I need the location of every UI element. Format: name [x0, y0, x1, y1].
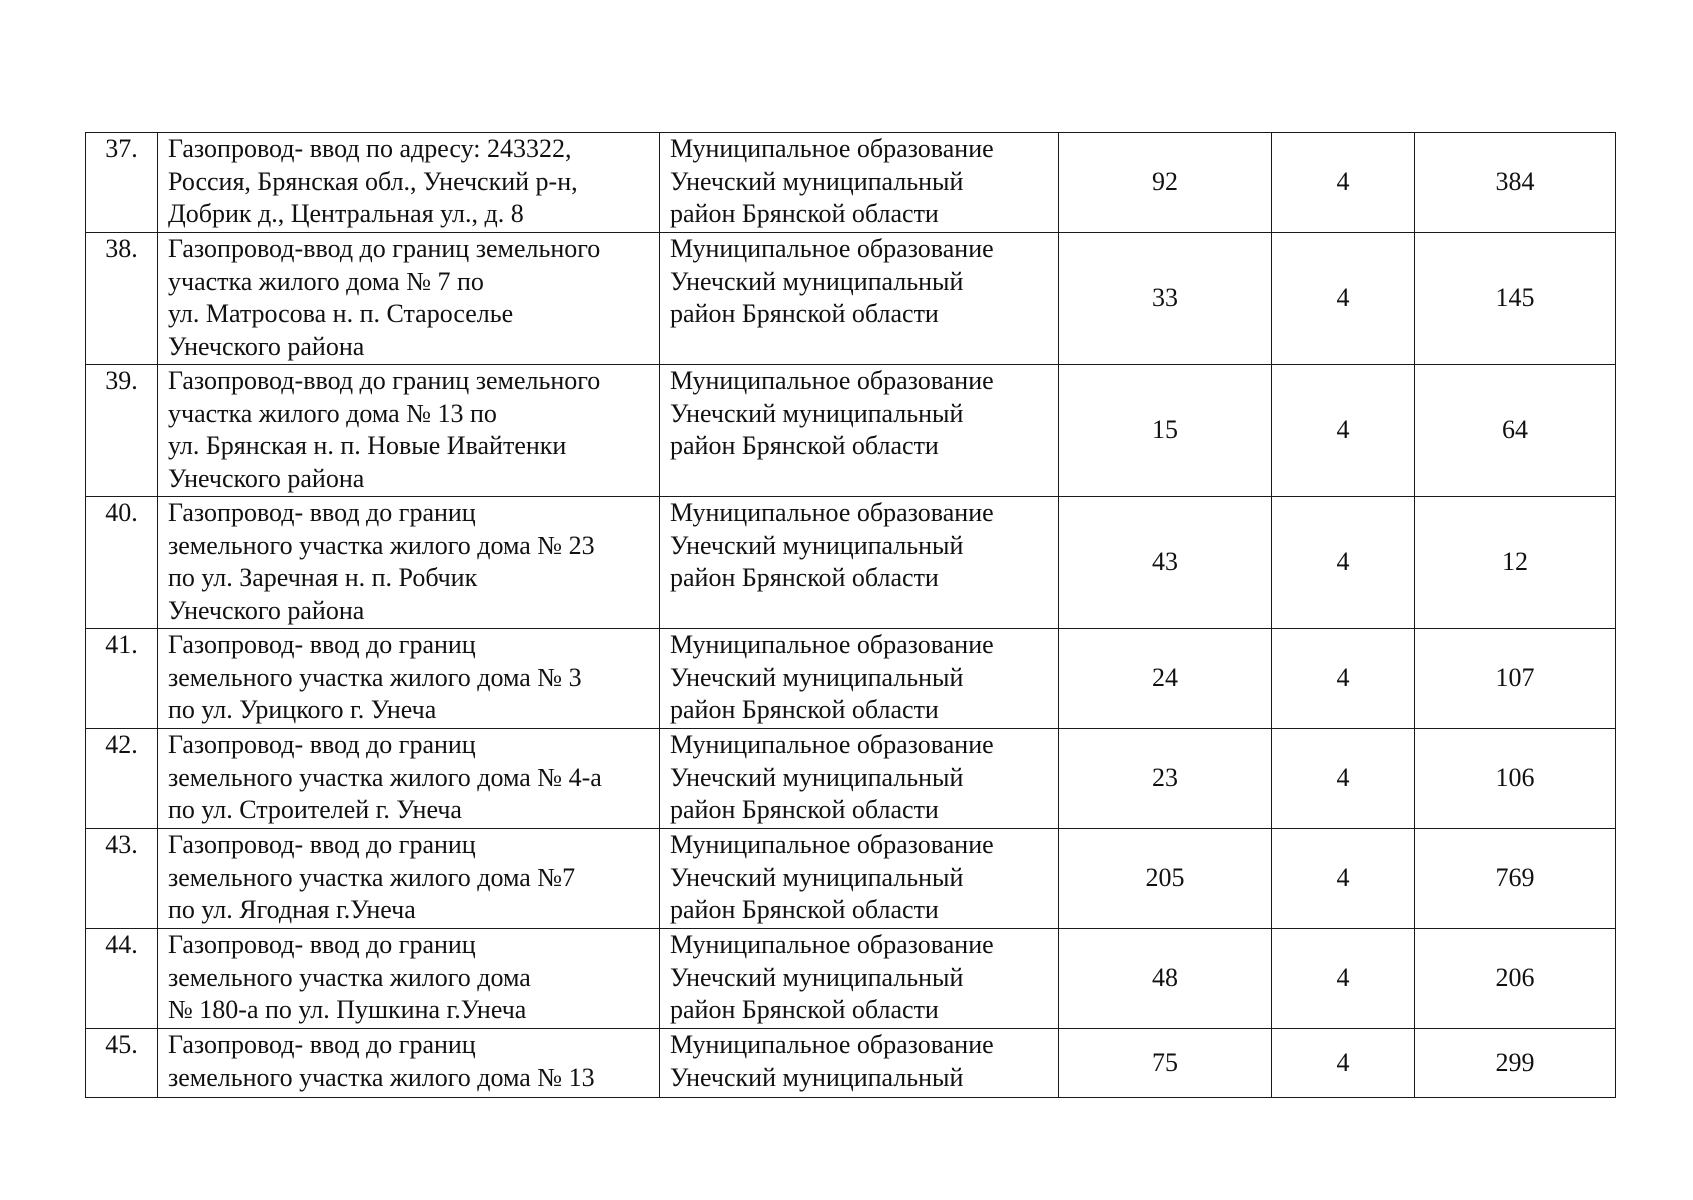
length-value: 205 [1059, 829, 1272, 929]
length-value: 48 [1059, 929, 1272, 1029]
object-name: Газопровод- ввод до границ земельного участка жилого дома № 23 по ул. Заречная н. п. Робчик Унечского района [158, 497, 660, 629]
table-row [86, 1029, 1616, 1098]
cost-value: 206 [1415, 929, 1616, 1029]
table-row [86, 497, 1616, 629]
cost-value: 107 [1415, 629, 1616, 729]
owner: Муниципальное образование Унечский муниципальный район Брянской области [660, 133, 1059, 233]
length-value: 75 [1059, 1029, 1272, 1098]
object-name: Газопровод- ввод до границ земельного участка жилого дома № 3 по ул. Урицкого г. Унеча [158, 629, 660, 729]
table-row [86, 133, 1616, 233]
length-value: 23 [1059, 729, 1272, 829]
object-name: Газопровод- ввод по адресу: 243322, Россия, Брянская обл., Унечский р-н, Добрик д., Центральная ул., д. 8 [158, 133, 660, 233]
pressure-value: 4 [1272, 629, 1415, 729]
cost-value: 106 [1415, 729, 1616, 829]
pressure-value: 4 [1272, 829, 1415, 929]
owner: Муниципальное образование Унечский муниципальный [660, 1029, 1059, 1098]
row-number: 38. [86, 233, 158, 365]
length-value: 92 [1059, 133, 1272, 233]
cost-value: 64 [1415, 365, 1616, 497]
table-row [86, 233, 1616, 365]
cost-value: 299 [1415, 1029, 1616, 1098]
length-value: 43 [1059, 497, 1272, 629]
table-row [86, 829, 1616, 929]
length-value: 15 [1059, 365, 1272, 497]
object-name: Газопровод- ввод до границ земельного участка жилого дома № 13 [158, 1029, 660, 1098]
owner: Муниципальное образование Унечский муниципальный район Брянской области [660, 233, 1059, 365]
object-name: Газопровод-ввод до границ земельного участка жилого дома № 13 по ул. Брянская н. п. Новые Ивайтенки Унечского района [158, 365, 660, 497]
cost-value: 12 [1415, 497, 1616, 629]
gas-pipeline-registry-table [85, 132, 1616, 1098]
owner: Муниципальное образование Унечский муниципальный район Брянской области [660, 929, 1059, 1029]
row-number: 37. [86, 133, 158, 233]
object-name: Газопровод- ввод до границ земельного участка жилого дома № 180-а по ул. Пушкина г.Унеча [158, 929, 660, 1029]
row-number: 44. [86, 929, 158, 1029]
cost-value: 145 [1415, 233, 1616, 365]
pressure-value: 4 [1272, 1029, 1415, 1098]
pressure-value: 4 [1272, 133, 1415, 233]
owner: Муниципальное образование Унечский муниципальный район Брянской области [660, 829, 1059, 929]
owner: Муниципальное образование Унечский муниципальный район Брянской области [660, 729, 1059, 829]
row-number: 41. [86, 629, 158, 729]
object-name: Газопровод- ввод до границ земельного участка жилого дома № 4-а по ул. Строителей г. Унеча [158, 729, 660, 829]
pressure-value: 4 [1272, 729, 1415, 829]
pressure-value: 4 [1272, 365, 1415, 497]
table-row [86, 929, 1616, 1029]
table-row [86, 729, 1616, 829]
table-row [86, 365, 1616, 497]
object-name: Газопровод- ввод до границ земельного участка жилого дома №7 по ул. Ягодная г.Унеча [158, 829, 660, 929]
cost-value: 384 [1415, 133, 1616, 233]
row-number: 40. [86, 497, 158, 629]
owner: Муниципальное образование Унечский муниципальный район Брянской области [660, 497, 1059, 629]
owner: Муниципальное образование Унечский муниципальный район Брянской области [660, 365, 1059, 497]
row-number: 43. [86, 829, 158, 929]
length-value: 24 [1059, 629, 1272, 729]
owner: Муниципальное образование Унечский муниципальный район Брянской области [660, 629, 1059, 729]
pressure-value: 4 [1272, 497, 1415, 629]
row-number: 42. [86, 729, 158, 829]
pressure-value: 4 [1272, 929, 1415, 1029]
object-name: Газопровод-ввод до границ земельного участка жилого дома № 7 по ул. Матросова н. п. Староселье Унечского района [158, 233, 660, 365]
table-row [86, 629, 1616, 729]
length-value: 33 [1059, 233, 1272, 365]
cost-value: 769 [1415, 829, 1616, 929]
row-number: 45. [86, 1029, 158, 1098]
pressure-value: 4 [1272, 233, 1415, 365]
row-number: 39. [86, 365, 158, 497]
